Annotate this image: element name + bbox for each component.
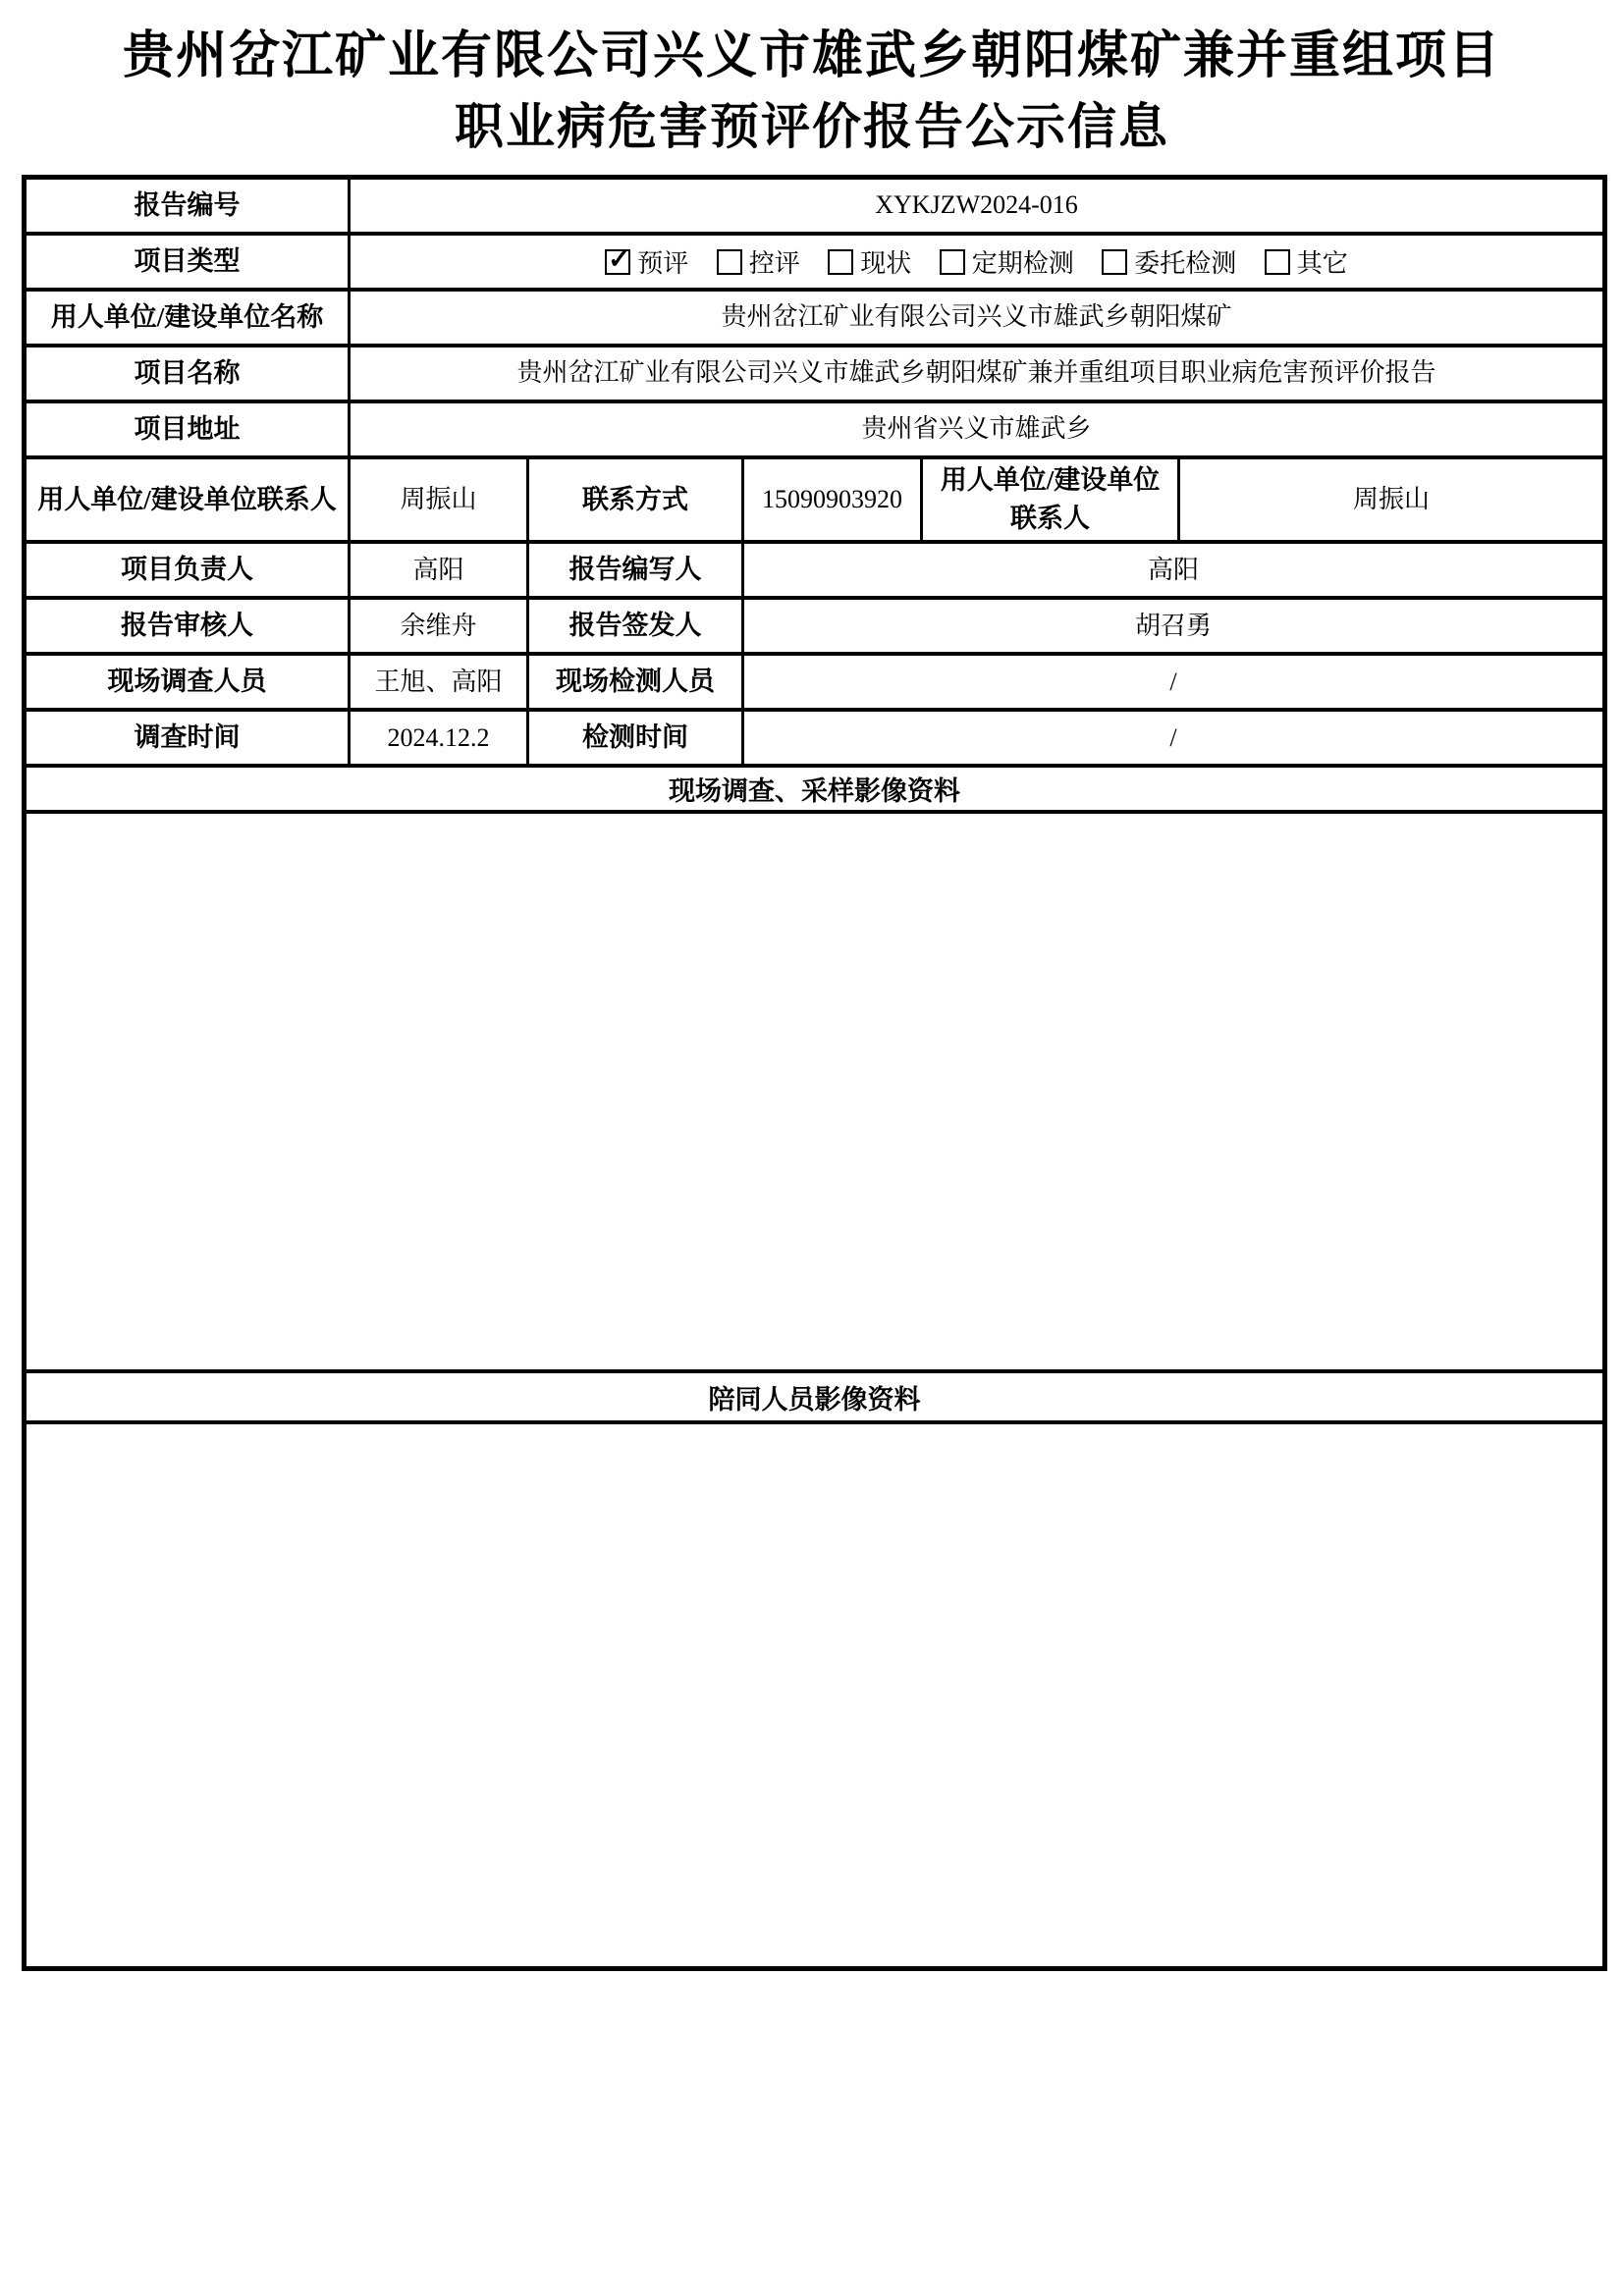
employer-contact-label: 用人单位/建设单位联系人 [25, 457, 350, 542]
option-current-status [828, 243, 911, 280]
employer-name-label: 用人单位/建设单位名称 [25, 290, 350, 346]
survey-time-value: 2024.12.2 [350, 710, 528, 766]
checkbox-icon[interactable] [940, 249, 965, 275]
site-survey-staff-label: 现场调查人员 [25, 654, 350, 710]
employer-name-value: 贵州岔江矿业有限公司兴义市雄武乡朝阳煤矿 [350, 290, 1605, 346]
report-no-label: 报告编号 [25, 178, 350, 235]
row-reviewers [25, 598, 1605, 654]
option-periodic-testing [940, 243, 1074, 280]
option-label: 委托检测 [1134, 249, 1237, 278]
report-reviewer-value: 余维舟 [350, 598, 528, 654]
report-issuer-value: 胡召勇 [743, 598, 1605, 654]
survey-time-label: 调查时间 [25, 710, 350, 766]
accompanying-personnel-photos-header: 陪同人员影像资料 [25, 1371, 1605, 1422]
project-type-label: 项目类型 [25, 234, 350, 290]
report-writer-value: 高阳 [743, 542, 1605, 598]
checkbox-icon[interactable] [828, 249, 853, 275]
project-name-value: 贵州岔江矿业有限公司兴义市雄武乡朝阳煤矿兼并重组项目职业病危害预评价报告 [350, 346, 1605, 401]
row-section2-body [25, 1422, 1605, 1969]
checkbox-icon[interactable] [1265, 249, 1290, 275]
row-section2-header [25, 1371, 1605, 1422]
document-title [22, 0, 1602, 161]
report-reviewer-label: 报告审核人 [25, 598, 350, 654]
site-survey-photos-area [25, 812, 1605, 1371]
project-address-label: 项目地址 [25, 401, 350, 457]
checkbox-checked-icon[interactable] [605, 249, 630, 275]
site-survey-photos-header: 现场调查、采样影像资料 [25, 766, 1605, 812]
option-other [1265, 243, 1348, 280]
project-address-value: 贵州省兴义市雄武乡 [350, 401, 1605, 457]
row-project-type [25, 234, 1605, 290]
site-survey-staff-value: 王旭、高阳 [350, 654, 528, 710]
project-type-options [350, 234, 1605, 290]
row-section1-header [25, 766, 1605, 812]
row-section1-body [25, 812, 1605, 1371]
report-no-value: XYKJZW2024-016 [350, 178, 1605, 235]
report-info-table [22, 175, 1607, 1971]
title-line-2: 职业病危害预评价报告公示信息 [455, 99, 1169, 154]
row-times [25, 710, 1605, 766]
accompanying-personnel-photos-area [25, 1422, 1605, 1969]
project-name-label: 项目名称 [25, 346, 350, 401]
employer-contact-value: 周振山 [350, 457, 528, 542]
option-label: 预评 [637, 249, 689, 278]
site-testing-staff-label: 现场检测人员 [528, 654, 743, 710]
row-contacts [25, 457, 1605, 542]
report-issuer-label: 报告签发人 [528, 598, 743, 654]
employer-contact2-label: 用人单位/建设单位 联系人 [922, 457, 1179, 542]
row-leaders [25, 542, 1605, 598]
contact-phone-value: 15090903920 [743, 457, 922, 542]
title-line-1: 贵州岔江矿业有限公司兴义市雄武乡朝阳煤矿兼并重组项目 [122, 28, 1501, 84]
option-label: 其它 [1296, 249, 1348, 278]
row-surveyors [25, 654, 1605, 710]
testing-time-label: 检测时间 [528, 710, 743, 766]
row-project-address [25, 401, 1605, 457]
project-leader-value: 高阳 [350, 542, 528, 598]
checkbox-icon[interactable] [717, 249, 742, 275]
option-label: 定期检测 [971, 249, 1074, 278]
option-label: 控评 [748, 249, 800, 278]
option-label: 现状 [860, 249, 912, 278]
row-project-name [25, 346, 1605, 401]
employer-contact2-value: 周振山 [1179, 457, 1605, 542]
option-pre-evaluation [605, 243, 688, 280]
option-control-evaluation [717, 243, 800, 280]
checkbox-icon[interactable] [1102, 249, 1127, 275]
row-report-no [25, 178, 1605, 235]
testing-time-value: / [743, 710, 1605, 766]
contact-method-label: 联系方式 [528, 457, 743, 542]
report-writer-label: 报告编写人 [528, 542, 743, 598]
row-employer-name [25, 290, 1605, 346]
site-testing-staff-value: / [743, 654, 1605, 710]
project-leader-label: 项目负责人 [25, 542, 350, 598]
option-commissioned-testing [1102, 243, 1236, 280]
